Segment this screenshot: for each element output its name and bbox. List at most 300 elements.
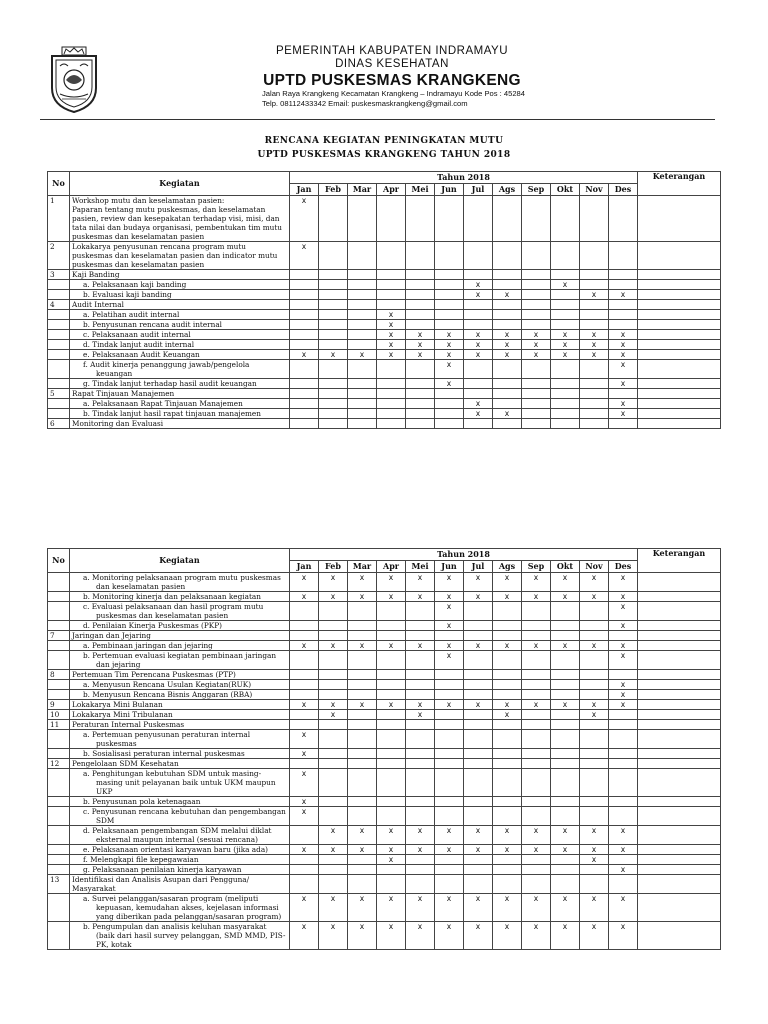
schedule-mark: [464, 419, 493, 429]
activity-cell: b. Evaluasi kaji banding: [70, 290, 290, 300]
schedule-mark: [609, 710, 638, 720]
schedule-mark: [348, 419, 377, 429]
schedule-mark: [348, 797, 377, 807]
table-row: [48, 300, 721, 310]
schedule-mark: x: [406, 330, 435, 340]
schedule-mark: [435, 389, 464, 399]
row-number: [48, 690, 70, 700]
schedule-mark: [522, 807, 551, 826]
schedule-mark: [435, 310, 464, 320]
table-header: [48, 549, 721, 573]
activity-cell: a. Pembinaan jaringan dan jejaring: [70, 641, 290, 651]
schedule-mark: [406, 270, 435, 280]
schedule-mark: x: [609, 360, 638, 379]
schedule-mark: x: [377, 894, 406, 922]
schedule-mark: [406, 196, 435, 242]
month-header: Mei: [406, 184, 435, 196]
table-row: [48, 855, 721, 865]
schedule-mark: [522, 242, 551, 270]
schedule-mark: x: [377, 826, 406, 845]
schedule-mark: [609, 270, 638, 280]
schedule-mark: [522, 379, 551, 389]
schedule-mark: [522, 759, 551, 769]
schedule-mark: x: [522, 340, 551, 350]
schedule-mark: [435, 419, 464, 429]
schedule-mark: [464, 797, 493, 807]
row-number: [48, 330, 70, 340]
schedule-mark: [522, 865, 551, 875]
schedule-mark: x: [609, 340, 638, 350]
keterangan-cell: [638, 845, 721, 855]
row-number: [48, 797, 70, 807]
month-header: Jul: [464, 184, 493, 196]
schedule-mark: x: [551, 330, 580, 340]
row-number: [48, 280, 70, 290]
schedule-mark: [377, 196, 406, 242]
schedule-mark: [377, 730, 406, 749]
schedule-mark: [493, 759, 522, 769]
keterangan-cell: [638, 690, 721, 700]
schedule-mark: x: [522, 826, 551, 845]
schedule-mark: [290, 270, 319, 280]
schedule-mark: [580, 769, 609, 797]
schedule-mark: [580, 320, 609, 330]
row-number: 10: [48, 710, 70, 720]
schedule-mark: [580, 720, 609, 730]
schedule-mark: x: [435, 894, 464, 922]
schedule-mark: x: [319, 700, 348, 710]
schedule-mark: x: [290, 573, 319, 592]
schedule-mark: [464, 670, 493, 680]
table-body: [48, 196, 721, 429]
schedule-mark: [464, 720, 493, 730]
keterangan-cell: [638, 592, 721, 602]
row-number: [48, 320, 70, 330]
schedule-mark: x: [435, 350, 464, 360]
schedule-mark: x: [348, 894, 377, 922]
schedule-mark: x: [464, 340, 493, 350]
schedule-mark: x: [406, 845, 435, 855]
schedule-mark: x: [377, 350, 406, 360]
schedule-mark: [377, 670, 406, 680]
schedule-mark: [551, 389, 580, 399]
schedule-mark: [377, 759, 406, 769]
schedule-mark: x: [609, 700, 638, 710]
schedule-mark: [290, 670, 319, 680]
activity-cell: a. Pertemuan penyusunan peraturan internal puskesmas: [70, 730, 290, 749]
schedule-mark: [348, 670, 377, 680]
schedule-mark: x: [348, 350, 377, 360]
schedule-mark: [522, 875, 551, 894]
schedule-mark: x: [580, 641, 609, 651]
schedule-mark: x: [406, 894, 435, 922]
schedule-mark: x: [580, 710, 609, 720]
schedule-mark: [464, 310, 493, 320]
activity-cell: Lokakarya Mini Bulanan: [70, 700, 290, 710]
table-row: [48, 389, 721, 399]
table-row: [48, 573, 721, 592]
schedule-mark: [377, 621, 406, 631]
table-row: [48, 592, 721, 602]
schedule-mark: [464, 690, 493, 700]
schedule-mark: [348, 290, 377, 300]
schedule-mark: [290, 680, 319, 690]
row-number: [48, 360, 70, 379]
row-number: 13: [48, 875, 70, 894]
schedule-mark: x: [290, 196, 319, 242]
activity-cell: a. Survei pelanggan/sasaran program (meliputi kepuasan, kemudahan akses, kejelasan informasi yang diberikan pada pelanggan/sasaran program): [70, 894, 290, 922]
activity-cell: b. Penyusunan rencana audit internal: [70, 320, 290, 330]
schedule-mark: x: [493, 409, 522, 419]
schedule-mark: x: [435, 845, 464, 855]
activity-cell: g. Pelaksanaan penilaian kinerja karyawan: [70, 865, 290, 875]
activity-cell: Monitoring dan Evaluasi: [70, 419, 290, 429]
schedule-mark: x: [522, 592, 551, 602]
title-line-1: RENCANA KEGIATAN PENINGKATAN MUTU: [264, 136, 504, 146]
schedule-mark: [493, 320, 522, 330]
schedule-mark: x: [493, 290, 522, 300]
schedule-mark: [319, 855, 348, 865]
row-number: 9: [48, 700, 70, 710]
schedule-mark: [319, 730, 348, 749]
schedule-mark: [290, 826, 319, 845]
schedule-mark: [580, 419, 609, 429]
schedule-mark: [493, 399, 522, 409]
activity-cell: a. Pelaksanaan kaji banding: [70, 280, 290, 290]
schedule-mark: [580, 730, 609, 749]
schedule-mark: [522, 290, 551, 300]
schedule-mark: [551, 310, 580, 320]
schedule-mark: [319, 759, 348, 769]
document-title: [0, 134, 768, 162]
quality-plan-table-1: [47, 171, 721, 429]
schedule-mark: x: [290, 350, 319, 360]
schedule-mark: [290, 855, 319, 865]
schedule-mark: [493, 196, 522, 242]
schedule-mark: x: [609, 602, 638, 621]
schedule-mark: [464, 855, 493, 865]
keterangan-cell: [638, 769, 721, 797]
schedule-mark: [348, 631, 377, 641]
table-row: [48, 290, 721, 300]
schedule-mark: [348, 759, 377, 769]
schedule-mark: x: [406, 826, 435, 845]
row-number: [48, 621, 70, 631]
month-header: Ags: [493, 184, 522, 196]
schedule-mark: [493, 621, 522, 631]
schedule-mark: [377, 290, 406, 300]
schedule-mark: [551, 300, 580, 310]
schedule-mark: x: [290, 641, 319, 651]
schedule-mark: x: [319, 350, 348, 360]
activity-cell: b. Penyusunan pola ketenagaan: [70, 797, 290, 807]
schedule-mark: [319, 290, 348, 300]
schedule-mark: x: [464, 330, 493, 340]
schedule-mark: [522, 300, 551, 310]
schedule-mark: [348, 807, 377, 826]
schedule-mark: [464, 651, 493, 670]
activity-cell: b. Pengumpulan dan analisis keluhan masyarakat (baik dari hasil survey pelanggan, SMD MMD, PIS-PK, kotak: [70, 922, 290, 950]
schedule-mark: x: [493, 592, 522, 602]
row-number: [48, 855, 70, 865]
schedule-mark: [319, 242, 348, 270]
schedule-mark: [522, 769, 551, 797]
schedule-mark: x: [580, 894, 609, 922]
schedule-mark: x: [406, 641, 435, 651]
department-name: DINAS KESEHATAN: [335, 58, 449, 70]
activity-cell: a. Menyusun Rencana Usulan Kegiatan(RUK): [70, 680, 290, 690]
schedule-mark: [493, 670, 522, 680]
table-body: [48, 573, 721, 950]
table-row: [48, 894, 721, 922]
schedule-mark: x: [580, 592, 609, 602]
activity-cell: Identifikasi dan Analisis Asupan dari Pengguna/ Masyarakat: [70, 875, 290, 894]
activity-cell: b. Tindak lanjut hasil rapat tinjauan manajemen: [70, 409, 290, 419]
keterangan-cell: [638, 855, 721, 865]
schedule-mark: [580, 797, 609, 807]
table-row: [48, 631, 721, 641]
schedule-mark: [377, 409, 406, 419]
keterangan-cell: [638, 379, 721, 389]
schedule-mark: x: [348, 641, 377, 651]
schedule-mark: x: [580, 573, 609, 592]
schedule-mark: [464, 242, 493, 270]
month-header: Feb: [319, 561, 348, 573]
schedule-mark: [551, 670, 580, 680]
schedule-mark: x: [406, 922, 435, 950]
keterangan-cell: [638, 749, 721, 759]
schedule-mark: [377, 389, 406, 399]
title-line-2: UPTD PUSKESMAS KRANGKENG TAHUN 2018: [257, 150, 511, 160]
schedule-mark: x: [522, 894, 551, 922]
schedule-mark: [522, 602, 551, 621]
schedule-mark: [377, 710, 406, 720]
schedule-mark: [551, 807, 580, 826]
schedule-mark: [406, 290, 435, 300]
schedule-mark: [522, 651, 551, 670]
row-number: 2: [48, 242, 70, 270]
schedule-mark: [551, 270, 580, 280]
row-number: [48, 769, 70, 797]
schedule-mark: [435, 769, 464, 797]
schedule-mark: [609, 631, 638, 641]
schedule-mark: x: [493, 922, 522, 950]
activity-cell: Lokakarya Mini Tribulanan: [70, 710, 290, 720]
table-row: [48, 641, 721, 651]
schedule-mark: [551, 769, 580, 797]
schedule-mark: x: [551, 700, 580, 710]
schedule-mark: [522, 270, 551, 280]
row-number: 3: [48, 270, 70, 280]
schedule-mark: x: [522, 922, 551, 950]
schedule-mark: [290, 379, 319, 389]
schedule-mark: [348, 690, 377, 700]
schedule-mark: [348, 389, 377, 399]
schedule-mark: x: [290, 700, 319, 710]
activity-cell: Rapat Tinjauan Manajemen: [70, 389, 290, 399]
schedule-mark: x: [290, 894, 319, 922]
table-row: [48, 409, 721, 419]
schedule-mark: [522, 680, 551, 690]
schedule-mark: [580, 631, 609, 641]
schedule-mark: [348, 621, 377, 631]
schedule-mark: [348, 300, 377, 310]
schedule-mark: x: [609, 865, 638, 875]
schedule-mark: [319, 340, 348, 350]
schedule-mark: [464, 875, 493, 894]
schedule-mark: [493, 865, 522, 875]
schedule-mark: [290, 360, 319, 379]
row-number: [48, 350, 70, 360]
schedule-mark: [551, 875, 580, 894]
schedule-mark: [551, 379, 580, 389]
table-row: [48, 280, 721, 290]
row-number: 8: [48, 670, 70, 680]
activity-cell: c. Evaluasi pelaksanaan dan hasil program mutu puskesmas dan keselamatan pasien: [70, 602, 290, 621]
schedule-mark: x: [609, 680, 638, 690]
table-row: [48, 875, 721, 894]
schedule-mark: [377, 865, 406, 875]
schedule-mark: x: [551, 280, 580, 290]
keterangan-cell: [638, 797, 721, 807]
schedule-mark: [435, 409, 464, 419]
row-number: [48, 749, 70, 759]
schedule-mark: [435, 670, 464, 680]
table-row: [48, 270, 721, 280]
schedule-mark: [522, 399, 551, 409]
schedule-mark: [319, 631, 348, 641]
schedule-mark: [551, 290, 580, 300]
month-header: Sep: [522, 561, 551, 573]
schedule-mark: [290, 759, 319, 769]
schedule-mark: [551, 320, 580, 330]
activity-cell: Audit Internal: [70, 300, 290, 310]
schedule-mark: [551, 855, 580, 865]
column-header-kegiatan: Kegiatan: [70, 172, 290, 196]
schedule-mark: [435, 855, 464, 865]
schedule-mark: [580, 759, 609, 769]
month-header: Des: [609, 184, 638, 196]
schedule-mark: [522, 320, 551, 330]
schedule-mark: [435, 690, 464, 700]
schedule-mark: x: [551, 922, 580, 950]
schedule-mark: [319, 720, 348, 730]
schedule-mark: [406, 310, 435, 320]
row-number: [48, 730, 70, 749]
schedule-mark: x: [493, 710, 522, 720]
schedule-mark: [493, 242, 522, 270]
schedule-mark: [319, 865, 348, 875]
schedule-mark: [290, 399, 319, 409]
schedule-mark: [290, 419, 319, 429]
keterangan-cell: [638, 631, 721, 641]
schedule-mark: [522, 310, 551, 320]
schedule-mark: [435, 710, 464, 720]
institution-name: UPTD PUSKESMAS KRANGKENG: [263, 72, 521, 89]
schedule-mark: [377, 270, 406, 280]
schedule-mark: [406, 360, 435, 379]
schedule-mark: x: [377, 700, 406, 710]
activity-cell: f. Melengkapi file kepegawaian: [70, 855, 290, 865]
row-number: [48, 399, 70, 409]
schedule-mark: x: [522, 573, 551, 592]
schedule-mark: [319, 807, 348, 826]
schedule-mark: [551, 196, 580, 242]
schedule-mark: [377, 807, 406, 826]
government-name: PEMERINTAH KABUPATEN INDRAMAYU: [275, 45, 509, 57]
schedule-mark: [348, 730, 377, 749]
schedule-mark: x: [464, 573, 493, 592]
schedule-mark: [580, 300, 609, 310]
schedule-mark: [464, 602, 493, 621]
quality-plan-table-2: [47, 548, 721, 950]
schedule-mark: [406, 399, 435, 409]
keterangan-cell: [638, 270, 721, 280]
month-header: Okt: [551, 184, 580, 196]
row-number: [48, 641, 70, 651]
schedule-mark: x: [464, 350, 493, 360]
schedule-mark: x: [580, 855, 609, 865]
schedule-mark: [435, 280, 464, 290]
month-header: Ags: [493, 561, 522, 573]
activity-cell: Pertemuan Tim Perencana Puskesmas (PTP): [70, 670, 290, 680]
keterangan-cell: [638, 730, 721, 749]
schedule-mark: [406, 419, 435, 429]
schedule-mark: [522, 419, 551, 429]
schedule-mark: [551, 797, 580, 807]
schedule-mark: [435, 320, 464, 330]
schedule-mark: [435, 196, 464, 242]
keterangan-cell: [638, 389, 721, 399]
schedule-mark: [319, 670, 348, 680]
schedule-mark: [464, 865, 493, 875]
month-header: Sep: [522, 184, 551, 196]
schedule-mark: x: [406, 592, 435, 602]
schedule-mark: x: [609, 690, 638, 700]
row-number: [48, 379, 70, 389]
keterangan-cell: [638, 350, 721, 360]
schedule-mark: [464, 631, 493, 641]
schedule-mark: [551, 242, 580, 270]
schedule-mark: [377, 399, 406, 409]
schedule-mark: x: [406, 340, 435, 350]
column-header-keterangan: Keterangan: [638, 172, 721, 196]
schedule-mark: x: [290, 749, 319, 759]
schedule-mark: [580, 196, 609, 242]
schedule-mark: [522, 710, 551, 720]
schedule-mark: [580, 670, 609, 680]
month-header: Mei: [406, 561, 435, 573]
schedule-mark: [493, 602, 522, 621]
schedule-mark: x: [348, 845, 377, 855]
schedule-mark: [551, 360, 580, 379]
schedule-mark: [435, 807, 464, 826]
table-row: [48, 340, 721, 350]
schedule-mark: [377, 360, 406, 379]
schedule-mark: x: [377, 922, 406, 950]
schedule-mark: x: [406, 710, 435, 720]
schedule-mark: [348, 242, 377, 270]
schedule-mark: [348, 720, 377, 730]
activity-cell: f. Audit kinerja penanggung jawab/pengelola keuangan: [70, 360, 290, 379]
row-number: [48, 310, 70, 320]
schedule-mark: x: [290, 807, 319, 826]
letterhead: [0, 0, 768, 125]
schedule-mark: [319, 196, 348, 242]
schedule-mark: x: [348, 826, 377, 845]
month-header: Feb: [319, 184, 348, 196]
schedule-mark: [464, 389, 493, 399]
